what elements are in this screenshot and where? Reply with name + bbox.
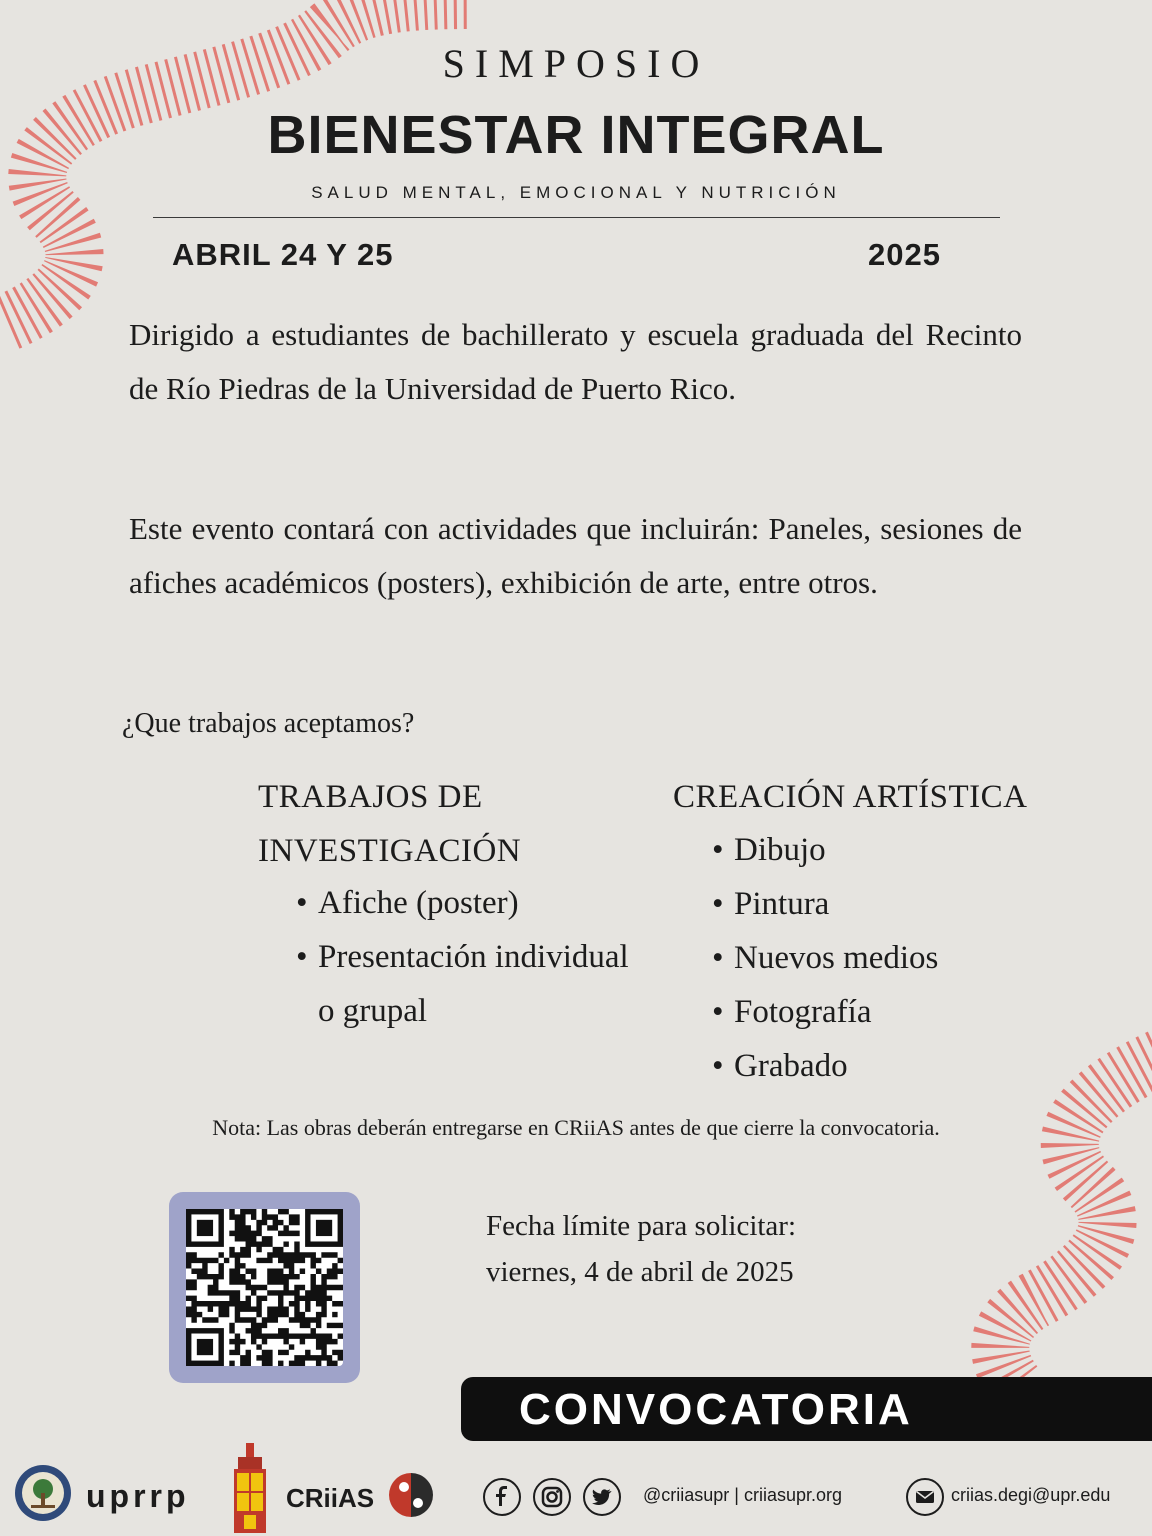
deadline-label: Fecha límite para solicitar: (486, 1210, 797, 1242)
audience-paragraph: Dirigido a estudiantes de bachillerato y escuela graduada del Recinto de Río Piedras de la Universidad de Puerto Rico. (129, 317, 1022, 406)
list-item-label: Pintura (734, 886, 830, 922)
qr-code-inner (186, 1209, 343, 1366)
call-banner (461, 1377, 1152, 1441)
list-item-label: Grabado (734, 1048, 848, 1084)
qr-code[interactable] (169, 1192, 360, 1383)
qr-finder-pattern (186, 1209, 224, 1247)
research-works-list (296, 876, 638, 1038)
list-item (296, 876, 638, 930)
list-item-label: Afiche (poster) (318, 885, 519, 921)
list-item-label: Nuevos medios (734, 940, 939, 976)
instagram-icon[interactable] (533, 1478, 571, 1516)
facebook-icon[interactable] (483, 1478, 521, 1516)
bullet-icon: • (712, 832, 724, 868)
bullet-icon: • (712, 886, 724, 922)
list-item-label: Dibujo (734, 832, 826, 868)
call-banner-label: CONVOCATORIA (519, 1385, 913, 1434)
list-item (712, 823, 1014, 877)
qr-code-icon (186, 1209, 343, 1366)
qr-finder-pattern (305, 1209, 343, 1247)
deadline-block (486, 1203, 796, 1295)
list-item (712, 1039, 1014, 1093)
criias-logo: CRiiAS (286, 1483, 375, 1513)
email-link[interactable]: criias.degi@upr.edu (951, 1485, 1111, 1505)
bullet-icon: • (712, 1048, 724, 1084)
bullet-icon: • (712, 994, 724, 1030)
qr-finder-pattern (186, 1328, 224, 1366)
artistic-creation-list (712, 823, 1014, 1093)
deadline-date: viernes, 4 de abril de 2025 (486, 1256, 794, 1288)
list-item (296, 930, 638, 1038)
bullet-icon: • (296, 885, 308, 921)
event-type: SIMPOSIO (442, 41, 710, 86)
event-year: 2025 (868, 237, 941, 272)
event-dates: ABRIL 24 Y 25 (172, 237, 394, 272)
red-circle-logo (388, 1472, 434, 1518)
list-item (712, 877, 1014, 931)
research-works-heading: TRABAJOS DE INVESTIGACIÓN (258, 779, 522, 869)
bullet-icon: • (296, 939, 308, 975)
list-item (712, 985, 1014, 1039)
activities-paragraph: Este evento contará con actividades que incluirán: Paneles, sesiones de afiches académicos (posters), exhibición de arte, entre otros. (129, 511, 1022, 600)
list-item-label: Presentación individual o grupal (318, 939, 629, 1029)
header-divider (153, 217, 1000, 218)
department-of-education-seal (13, 1463, 73, 1523)
artistic-creation-heading: CREACIÓN ARTÍSTICA (673, 779, 1028, 815)
bullet-icon: • (712, 940, 724, 976)
accepted-works-question: ¿Que trabajos aceptamos? (122, 708, 415, 739)
social-handle-link[interactable]: @criiasupr | criiasupr.org (643, 1485, 843, 1505)
submission-note: Nota: Las obras deberán entregarse en CRiiAS antes de que cierre la convocatoria. (212, 1115, 940, 1140)
cn-crest-logo (232, 1443, 268, 1533)
event-title: BIENESTAR INTEGRAL (267, 105, 885, 165)
twitter-icon[interactable] (583, 1478, 621, 1516)
list-item-label: Fotografía (734, 994, 872, 1030)
envelope-icon[interactable] (906, 1478, 944, 1516)
uprrp-logo: uprrp (86, 1478, 190, 1514)
event-subtitle: SALUD MENTAL, EMOCIONAL Y NUTRICIÓN (311, 183, 841, 202)
list-item (712, 931, 1014, 985)
